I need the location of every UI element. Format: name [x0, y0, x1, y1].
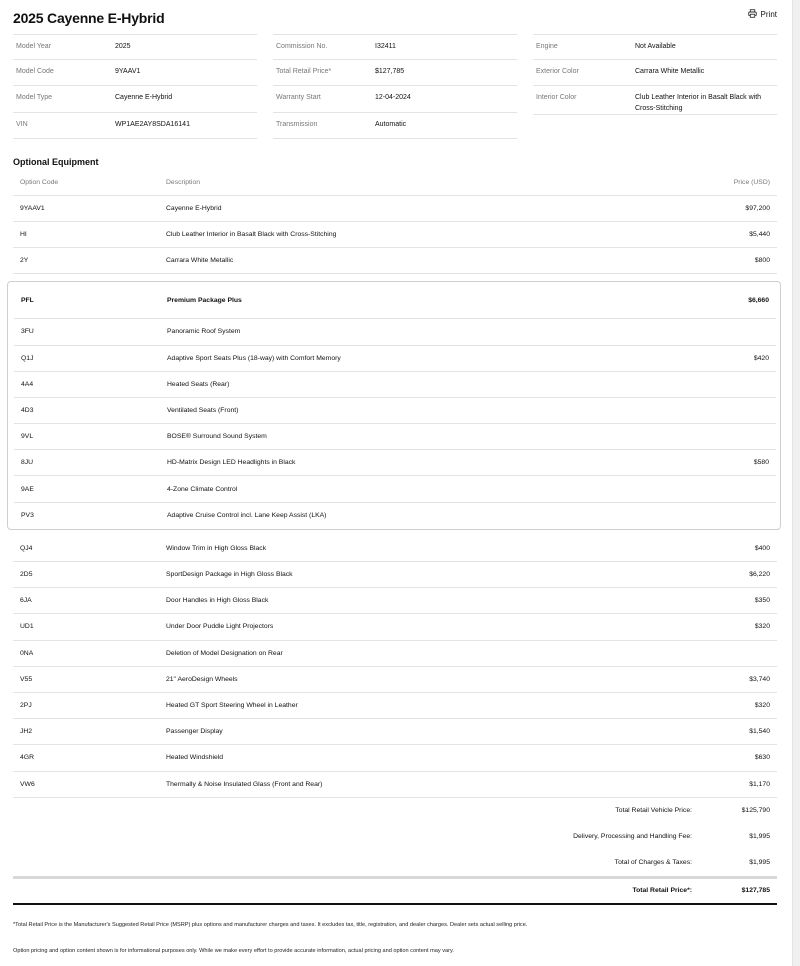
option-description: Door Handles in High Gloss Black — [166, 597, 269, 605]
spec-value: Carrara White Metallic — [635, 68, 705, 76]
option-row — [13, 667, 777, 693]
spec-value: 9YAAV1 — [115, 68, 141, 76]
optional-equipment-table — [13, 171, 777, 798]
option-price: $3,740 — [749, 675, 770, 683]
option-row — [13, 196, 777, 222]
specs-column-1 — [13, 34, 257, 139]
spec-label: Model Type — [16, 94, 53, 102]
option-price: $1,540 — [749, 728, 770, 736]
option-price: $320 — [754, 702, 770, 710]
option-description: Heated Windshield — [166, 754, 224, 762]
spec-label: Commission No. — [276, 43, 328, 50]
option-description: Club Leather Interior in Basalt Black with Cross-Stitching — [166, 231, 337, 239]
option-row — [14, 424, 776, 450]
spec-row — [273, 113, 517, 139]
option-code: QJ4 — [20, 544, 33, 552]
option-code: 2Y — [20, 257, 29, 265]
msrp-footnote: *Total Retail Price is the Manufacturer's Suggested Retail Price (MSRP) plus options and manufacturer charges and taxes. It excludes tax, title, registration, and dealer charges. Dealer sets actual selling price. — [13, 921, 528, 928]
spec-row — [533, 60, 777, 86]
options-group-before — [13, 196, 777, 275]
option-description: BOSE® Surround Sound System — [167, 433, 267, 441]
option-description: Heated Seats (Rear) — [167, 380, 230, 388]
option-code: VW6 — [20, 780, 35, 788]
option-row — [13, 588, 777, 614]
spec-value: 12-04-2024 — [375, 94, 411, 102]
option-code: 8JU — [21, 459, 34, 467]
option-row — [14, 346, 776, 372]
total-retail-price-row — [13, 879, 777, 905]
option-price: $1,170 — [749, 780, 770, 788]
price-totals — [13, 798, 777, 876]
option-description: Carrara White Metallic — [166, 257, 234, 265]
column-header-description: Description — [166, 179, 200, 187]
totals-value: $1,995 — [749, 859, 770, 867]
option-price: $97,200 — [745, 204, 770, 212]
option-code: 4A4 — [21, 380, 34, 388]
column-header-price: Price (USD) — [733, 179, 770, 187]
option-row — [14, 450, 776, 476]
option-row — [14, 476, 776, 502]
spec-label: Total Retail Price* — [276, 68, 332, 76]
spec-row — [533, 34, 777, 60]
option-description: 21" AeroDesign Wheels — [166, 675, 238, 683]
spec-label: Model Code — [16, 68, 54, 76]
option-row — [14, 319, 776, 345]
option-description: SportDesign Package in High Gloss Black — [166, 571, 293, 579]
spec-label: Interior Color — [536, 94, 577, 102]
options-group-after — [13, 536, 777, 798]
spec-row — [533, 86, 777, 115]
premium-package-group — [7, 281, 781, 530]
totals-label: Total of Charges & Taxes: — [614, 859, 692, 867]
option-code: 2D5 — [20, 571, 33, 579]
option-code: PV3 — [21, 512, 34, 520]
option-code: 6JA — [20, 597, 32, 605]
option-code: Q1J — [21, 354, 34, 362]
package-price: $6,660 — [748, 296, 769, 304]
spec-value: WP1AE2AY8SDA16141 — [115, 120, 190, 128]
option-row — [13, 248, 777, 274]
option-code: 9VL — [21, 433, 34, 441]
option-description: Window Trim in High Gloss Black — [166, 544, 267, 552]
option-code: 4GR — [20, 754, 34, 762]
spec-value: Automatic — [375, 120, 407, 128]
option-row — [13, 614, 777, 640]
option-description: 4-Zone Climate Control — [167, 485, 238, 493]
option-price: $350 — [754, 597, 770, 605]
option-row — [13, 693, 777, 719]
option-row — [13, 719, 777, 745]
spec-value: Club Leather Interior in Basalt Black with Cross-Stitching — [635, 94, 762, 113]
option-row — [14, 372, 776, 398]
option-description: Panoramic Roof System — [167, 328, 241, 336]
option-code: HI — [20, 231, 27, 239]
option-row — [13, 222, 777, 248]
spec-value: I32411 — [375, 43, 396, 50]
spec-label: Model Year — [16, 43, 52, 50]
option-code: 2PJ — [20, 702, 32, 710]
package-items — [14, 319, 780, 529]
spec-value: $127,785 — [375, 68, 405, 76]
option-price: $420 — [753, 354, 769, 362]
totals-value: $125,790 — [741, 807, 770, 815]
option-description: Cayenne E-Hybrid — [166, 204, 222, 212]
vehicle-details-page — [13, 0, 777, 955]
spec-row — [13, 113, 257, 139]
option-price: $630 — [754, 754, 770, 762]
totals-label: Delivery, Processing and Handling Fee: — [573, 833, 692, 841]
spec-row — [273, 60, 517, 86]
option-description: Thermally & Noise Insulated Glass (Front and Rear) — [166, 780, 323, 788]
option-row — [13, 745, 777, 771]
option-description: Heated GT Sport Steering Wheel in Leather — [166, 702, 298, 710]
spec-value: 2025 — [115, 43, 131, 50]
option-code: 9AE — [21, 485, 34, 493]
spec-label: Exterior Color — [536, 68, 579, 76]
package-header-row — [14, 282, 776, 319]
total-retail-price-value: $127,785 — [741, 887, 770, 895]
option-row — [13, 641, 777, 667]
spec-value: Cayenne E-Hybrid — [115, 94, 173, 102]
spec-row — [273, 86, 517, 112]
totals-row — [13, 850, 777, 876]
total-retail-price-label: Total Retail Price*: — [632, 887, 692, 895]
spec-value: Not Available — [635, 43, 676, 50]
option-description: Ventilated Seats (Front) — [167, 406, 239, 414]
option-row — [14, 503, 776, 529]
spec-label: VIN — [16, 120, 28, 128]
option-description: HD-Matrix Design LED Headlights in Black — [167, 459, 296, 467]
option-row — [13, 562, 777, 588]
vehicle-specs — [13, 34, 777, 139]
option-code: V55 — [20, 675, 33, 683]
spec-row — [273, 34, 517, 60]
totals-row — [13, 798, 777, 824]
spec-row — [13, 86, 257, 112]
option-row — [13, 536, 777, 562]
package-description: Premium Package Plus — [167, 296, 242, 304]
column-header-code: Option Code — [20, 179, 59, 187]
spec-row — [13, 34, 257, 60]
option-code: 3FU — [21, 328, 34, 336]
totals-value: $1,995 — [749, 833, 770, 841]
option-price: $800 — [754, 257, 770, 265]
specs-column-2 — [273, 34, 517, 139]
option-price: $5,440 — [749, 231, 770, 239]
header — [13, 0, 777, 34]
option-code: UD1 — [20, 623, 34, 631]
scrollbar[interactable] — [792, 0, 800, 966]
package-code: PFL — [21, 296, 34, 304]
spec-label: Warranty Start — [276, 94, 321, 102]
spec-row — [13, 60, 257, 86]
option-description: Passenger Display — [166, 728, 223, 736]
option-code: 0NA — [20, 649, 34, 657]
table-header-row — [13, 171, 777, 196]
spec-label: Engine — [536, 43, 558, 50]
print-label: Print — [760, 10, 777, 19]
option-code: 9YAAV1 — [20, 204, 45, 212]
option-description: Adaptive Sport Seats Plus (18-way) with Comfort Memory — [167, 354, 341, 362]
option-price: $400 — [754, 544, 770, 552]
printer-icon — [748, 9, 757, 20]
option-price: $320 — [754, 623, 770, 631]
page-title: 2025 Cayenne E-Hybrid — [13, 10, 165, 26]
totals-row — [13, 824, 777, 850]
option-row — [14, 398, 776, 424]
option-description: Under Door Puddle Light Projectors — [166, 623, 274, 631]
option-row — [13, 772, 777, 798]
option-description: Adaptive Cruise Control incl. Lane Keep Assist (LKA) — [167, 512, 327, 520]
spec-label: Transmission — [276, 120, 318, 128]
option-price: $580 — [753, 459, 769, 467]
option-code: 4D3 — [21, 406, 34, 414]
print-button[interactable] — [748, 9, 777, 20]
pricing-disclaimer: Option pricing and option content shown is for informational purposes only. While we make every effort to provide accurate information, actual pricing and option content may vary. — [13, 947, 454, 954]
option-description: Deletion of Model Designation on Rear — [166, 649, 283, 657]
optional-equipment-title: Optional Equipment — [13, 156, 99, 167]
option-code: JH2 — [20, 728, 33, 736]
totals-label: Total Retail Vehicle Price: — [615, 807, 692, 815]
option-price: $6,220 — [749, 571, 770, 579]
specs-column-3 — [533, 34, 777, 139]
